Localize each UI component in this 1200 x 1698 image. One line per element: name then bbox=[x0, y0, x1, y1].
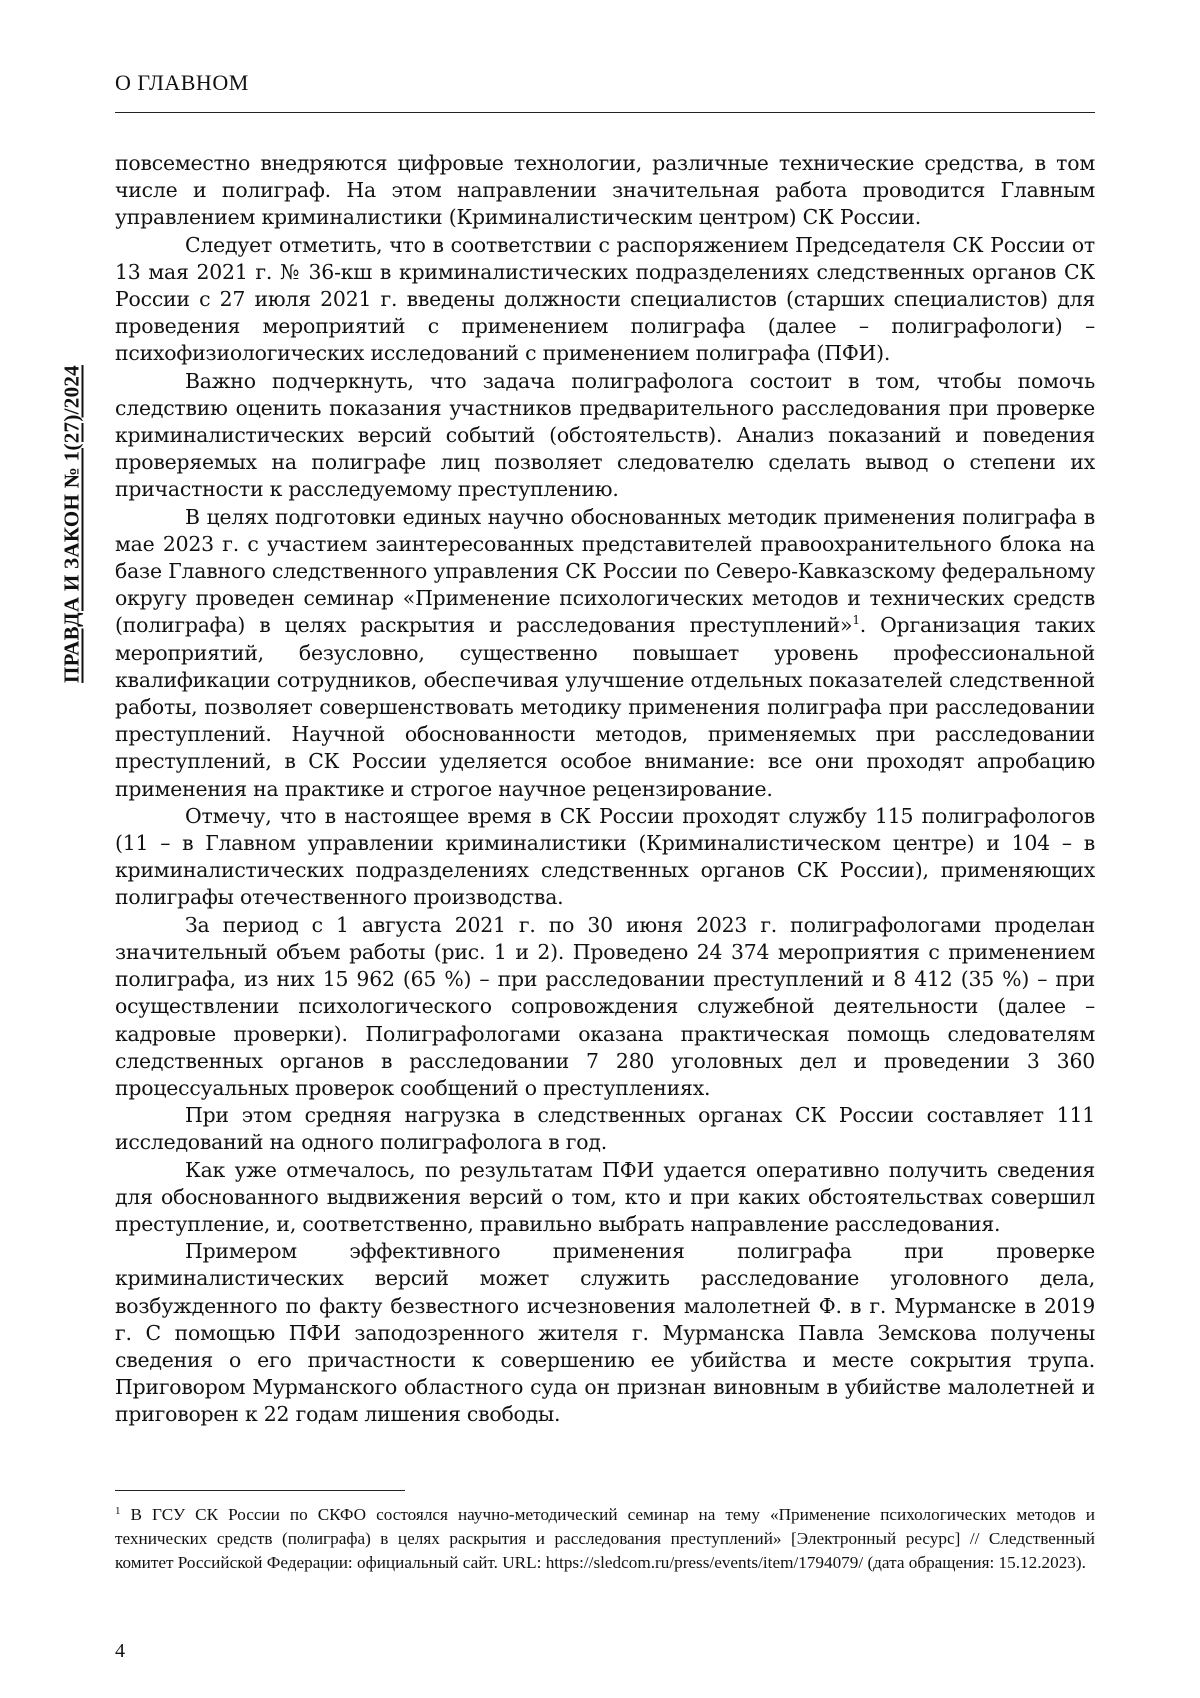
paragraph: Следует отметить, что в соответствии с распоряжением Председателя СК России от 13 мая 2021 г. № 36-кш в криминалистических подразделениях следственных органов СК России с 27 июля 2021 г. введены должности специалистов (старших специалистов) для проведения мероприятий с применением полиграфа (далее – полиграфологи) – психофизиологических исследований с применением полиграфа (ПФИ). bbox=[115, 232, 1095, 368]
paragraph-text: В целях подготовки единых научно обоснованных методик применения полиграфа в мае 2023 г. с участием заинтересованных представителей правоохранительного блока на базе Главного следственного управления СК России по Северо-Кавказскому федеральному округу проведен семинар «Применение психологических методов и технических средств (полиграфа) в целях раскрытия и расследования преступлений» bbox=[115, 505, 1095, 638]
section-title: О ГЛАВНОМ bbox=[115, 70, 249, 96]
footnote bbox=[115, 1503, 1095, 1575]
paragraph-text: . Организация таких мероприятий, безусловно, существенно повышает уровень профессиональной квалификации сотрудников, обеспечивая улучшение отдельных показателей следственной работы, позволяет совершенствовать методику применения полиграфа при расследовании преступлений. Научной обоснованности методов, применяемых при расследовании преступлений, в СК России уделяется особое внимание: все они проходят апробацию применения на практике и строгое научное рецензирование. bbox=[115, 613, 1095, 800]
paragraph: повсеместно внедряются цифровые технологии, различные технические средства, в том числе и полиграф. На этом направлении значительная работа проводится Главным управлением криминалистики (Криминалистическим центром) СК России. bbox=[115, 150, 1095, 232]
footnote-marker: 1 bbox=[115, 1505, 121, 1517]
article-body bbox=[115, 150, 1095, 1429]
footnote-reference[interactable]: 1 bbox=[852, 613, 859, 627]
footnote-divider bbox=[115, 1490, 405, 1491]
paragraph: Как уже отмечалось, по результатам ПФИ удается оперативно получить сведения для обоснованного выдвижения версий о том, кто и при каких обстоятельствах совершил преступление, и, соответственно, правильно выбрать направление расследования. bbox=[115, 1157, 1095, 1239]
paragraph bbox=[115, 504, 1095, 803]
paragraph: Важно подчеркнуть, что задача полиграфолога состоит в том, чтобы помочь следствию оценить показания участников предварительного расследования при проверке криминалистических версий событий (обстоятельств). Анализ показаний и поведения проверяемых на полиграфе лиц позволяет следователю сделать вывод о степени их причастности к расследуемому преступлению. bbox=[115, 368, 1095, 504]
paragraph: За период с 1 августа 2021 г. по 30 июня 2023 г. полиграфологами проделан значительный объем работы (рис. 1 и 2). Проведено 24 374 мероприятия с применением полиграфа, из них 15 962 (65 %) – при расследовании преступлений и 8 412 (35 %) – при осуществлении психологического сопровождения служебной деятельности (далее – кадровые проверки). Полиграфологами оказана практическая помощь следователям следственных органов в расследовании 7 280 уголовных дел и проведении 3 360 процессуальных проверок сообщений о преступлениях. bbox=[115, 912, 1095, 1102]
header-divider bbox=[115, 112, 1095, 113]
page-number: 4 bbox=[115, 1640, 125, 1663]
paragraph: При этом средняя нагрузка в следственных органах СК России составляет 111 исследований на одного полиграфолога в год. bbox=[115, 1102, 1095, 1156]
footnote-text bbox=[115, 1503, 1095, 1575]
paragraph: Отмечу, что в настоящее время в СК России проходят службу 115 полиграфологов (11 – в Главном управлении криминалистики (Криминалистическом центре) и 104 – в криминалистических подразделениях следственных органов СК России), применяющих полиграфы отечественного производства. bbox=[115, 803, 1095, 912]
footnote-body: В ГСУ СК России по СКФО состоялся научно-методический семинар на тему «Применение психологических методов и технических средств (полиграфа) в целях раскрытия и расследования преступлений» [Электронный ресурс] // Следственный комитет Российской Федерации: официальный сайт. URL: https://sledcom.ru/press/events/item/1794079/ (дата обращения: 15.12.2023). bbox=[115, 1505, 1095, 1572]
paragraph: Примером эффективного применения полиграфа при проверке криминалистических версий может служить расследование уголовного дела, возбужденного по факту безвестного исчезновения малолетней Ф. в г. Мурманске в 2019 г. С помощью ПФИ заподозренного жителя г. Мурманска Павла Земскова получены сведения о его причастности к совершению ее убийства и месте сокрытия трупа. Приговором Мурманского областного суда он признан виновным в убийстве малолетней и приговорен к 22 годам лишения свободы. bbox=[115, 1238, 1095, 1428]
journal-issue-label: ПРАВДА И ЗАКОН № 1(27)/2024 bbox=[60, 365, 85, 683]
